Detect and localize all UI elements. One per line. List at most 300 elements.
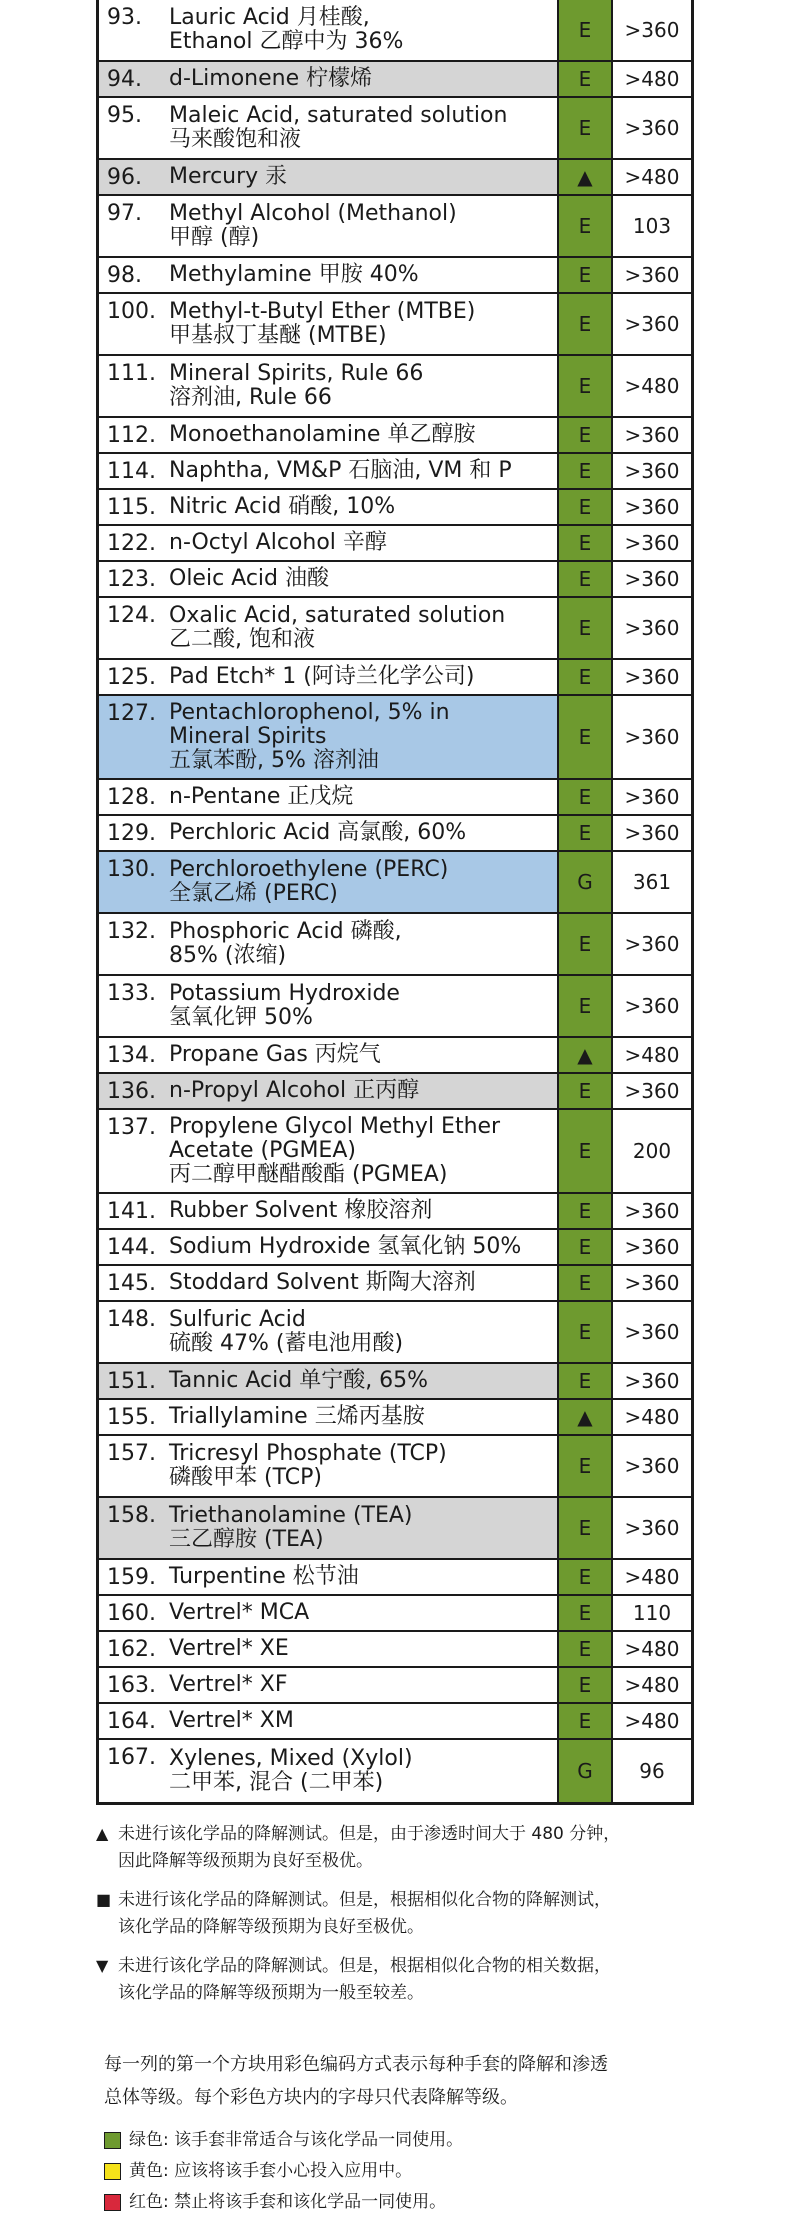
permeation-time: >480 xyxy=(624,1709,680,1733)
chemical-name-en: Monoethanolamine 单乙醇胺 xyxy=(169,422,476,447)
footnote-symbol: ▼ xyxy=(96,1956,109,1975)
chemical-name xyxy=(169,982,557,1030)
chemical-name-cell xyxy=(99,1074,559,1108)
chemical-name-en: Oleic Acid 油酸 xyxy=(169,566,329,591)
table-row xyxy=(99,1498,691,1560)
chemical-number: 158. xyxy=(107,1503,156,1528)
permeation-time: >480 xyxy=(624,1043,680,1067)
degradation-rating: E xyxy=(559,1668,613,1702)
table-row xyxy=(99,1074,691,1110)
footnote-text: 因此降解等级预期为良好至极优。 xyxy=(118,1851,373,1871)
permeation-time: 110 xyxy=(632,1601,672,1625)
chemical-number: 160. xyxy=(107,1601,156,1626)
chemical-name-cell xyxy=(99,1596,559,1630)
chemical-number: 136. xyxy=(107,1079,156,1104)
chemical-name-en: Rubber Solvent 橡胶溶剂 xyxy=(169,1198,433,1223)
chemical-name xyxy=(169,362,557,410)
permeation-time: >360 xyxy=(624,263,680,287)
chemical-name-cell xyxy=(99,1436,559,1496)
chemical-name xyxy=(169,1043,557,1067)
rating-explanation xyxy=(104,2048,694,2114)
chemical-name-zh: 硫酸 47% (蓄电池用酸) xyxy=(169,1331,404,1356)
chemical-name-en: Phosphoric Acid 磷酸, xyxy=(169,919,402,944)
chemical-name-zh: 五氯苯酚, 5% 溶剂油 xyxy=(169,748,379,773)
table-row xyxy=(99,852,691,914)
chemical-name-cell xyxy=(99,0,559,60)
degradation-rating: E xyxy=(559,696,613,778)
table-row xyxy=(99,1302,691,1364)
table-row xyxy=(99,1364,691,1400)
chemical-number: 145. xyxy=(107,1271,156,1296)
permeation-time: 103 xyxy=(632,214,672,238)
chemical-name-en: Perchloroethylene (PERC) xyxy=(169,857,449,882)
chemical-name-cell xyxy=(99,1740,559,1802)
permeation-time: >360 xyxy=(624,423,680,447)
chemical-name-zh: 85% (浓缩) xyxy=(169,943,287,968)
chemical-name-en: Methylamine 甲胺 40% xyxy=(169,262,419,287)
chemical-name xyxy=(169,920,557,968)
permeation-time: >360 xyxy=(624,312,680,336)
chemical-number: 127. xyxy=(107,701,156,726)
chemical-name-cell xyxy=(99,816,559,850)
table-row xyxy=(99,562,691,598)
chemical-name-en: Triallylamine 三烯丙基胺 xyxy=(169,1404,425,1429)
chemical-name xyxy=(169,1235,557,1259)
degradation-rating: E xyxy=(559,1364,613,1398)
legend-item xyxy=(104,2125,463,2156)
chemical-name-cell xyxy=(99,1668,559,1702)
chemical-name-en: Pentachlorophenol, 5% in Mineral Spirits xyxy=(169,700,450,749)
chemical-name xyxy=(169,531,557,555)
chemical-name xyxy=(169,202,557,250)
footnote-text: 该化学品的降解等级预期为良好至极优。 xyxy=(118,1917,424,1937)
table-row xyxy=(99,526,691,562)
chemical-name xyxy=(169,1709,557,1733)
chemical-name-en: Stoddard Solvent 斯陶大溶剂 xyxy=(169,1270,476,1295)
degradation-rating: E xyxy=(559,1110,613,1192)
chemical-number: 124. xyxy=(107,603,156,628)
permeation-time: >480 xyxy=(624,165,680,189)
degradation-rating: E xyxy=(559,816,613,850)
permeation-time: >360 xyxy=(624,1516,680,1540)
chemical-name-cell xyxy=(99,1302,559,1362)
chemical-name-cell xyxy=(99,852,559,912)
table-row xyxy=(99,660,691,696)
footnote-text: 该化学品的降解等级预期为一般至较差。 xyxy=(118,1983,424,2003)
footnote xyxy=(96,1886,696,1941)
permeation-time: >360 xyxy=(624,18,680,42)
permeation-time: 200 xyxy=(632,1139,672,1163)
permeation-time: >360 xyxy=(624,459,680,483)
chemical-number: 164. xyxy=(107,1709,156,1734)
chemical-name-cell xyxy=(99,454,559,488)
footnotes xyxy=(96,1820,696,2018)
degradation-rating: E xyxy=(559,1436,613,1496)
chemical-name xyxy=(169,165,557,189)
chemical-name-en: Naphtha, VM&P 石脑油, VM 和 P xyxy=(169,458,512,483)
degradation-rating: G xyxy=(559,1740,613,1802)
table-row xyxy=(99,1400,691,1436)
footnote-symbol: ■ xyxy=(96,1890,112,1909)
chemical-number: 115. xyxy=(107,495,156,520)
chemical-name-cell xyxy=(99,490,559,524)
footnote-text: 未进行该化学品的降解测试。但是，根据相似化合物的相关数据， xyxy=(118,1956,611,1976)
table-row xyxy=(99,418,691,454)
chemical-name-cell xyxy=(99,1266,559,1300)
chemical-name xyxy=(169,701,557,773)
table-row xyxy=(99,294,691,356)
chemical-number: 144. xyxy=(107,1235,156,1260)
legend-swatch xyxy=(104,2132,121,2149)
chemical-name-en: Lauric Acid 月桂酸, Ethanol 乙醇中为 36% xyxy=(169,5,404,54)
chemical-name-en: d-Limonene 柠檬烯 xyxy=(169,66,373,91)
chemical-name-en: Propylene Glycol Methyl Ether Acetate (PGMEA) xyxy=(169,1114,501,1163)
chemical-number: 123. xyxy=(107,567,156,592)
chemical-name xyxy=(169,1637,557,1661)
table-row xyxy=(99,160,691,196)
permeation-time: >360 xyxy=(624,616,680,640)
table-row xyxy=(99,598,691,660)
permeation-time: >480 xyxy=(624,1673,680,1697)
table-row xyxy=(99,454,691,490)
permeation-time: >480 xyxy=(624,1637,680,1661)
permeation-time: >360 xyxy=(624,567,680,591)
footnote-line xyxy=(96,1820,696,1848)
chemical-name-cell xyxy=(99,258,559,292)
chemical-name xyxy=(169,423,557,447)
table-row xyxy=(99,1230,691,1266)
degradation-rating: E xyxy=(559,294,613,354)
chemical-name xyxy=(169,821,557,845)
chemical-name-zh: 三乙醇胺 (TEA) xyxy=(169,1527,324,1552)
chemical-name-en: Vertrel* MCA xyxy=(169,1600,310,1625)
degradation-rating: E xyxy=(559,1704,613,1738)
chemical-name-en: Perchloric Acid 高氯酸, 60% xyxy=(169,820,467,845)
chemical-name-en: Propane Gas 丙烷气 xyxy=(169,1042,381,1067)
chemical-name xyxy=(169,1673,557,1697)
permeation-time: >360 xyxy=(624,725,680,749)
table-row xyxy=(99,1596,691,1632)
chemical-name-en: Maleic Acid, saturated solution xyxy=(169,103,508,128)
chemical-number: 96. xyxy=(107,165,142,190)
chemical-name xyxy=(169,1442,557,1490)
table-row xyxy=(99,62,691,98)
chemical-name-zh: 全氯乙烯 (PERC) xyxy=(169,881,338,906)
degradation-rating: E xyxy=(559,1596,613,1630)
degradation-rating: E xyxy=(559,526,613,560)
table-row xyxy=(99,696,691,780)
chemical-name xyxy=(169,1115,557,1187)
color-legend xyxy=(104,2125,463,2218)
chemical-number: 97. xyxy=(107,201,142,226)
chemical-name-cell xyxy=(99,62,559,96)
chemical-name-zh: 甲醇 (醇) xyxy=(169,225,260,250)
table-row xyxy=(99,258,691,294)
chemical-name xyxy=(169,300,557,348)
chemical-name-en: n-Propyl Alcohol 正丙醇 xyxy=(169,1078,420,1103)
chemical-name xyxy=(169,1369,557,1393)
chemical-number: 167. xyxy=(107,1745,156,1770)
chemical-name xyxy=(169,1308,557,1356)
chemical-name-zh: 甲基叔丁基醚 (MTBE) xyxy=(169,323,387,348)
chemical-name-cell xyxy=(99,914,559,974)
degradation-rating: E xyxy=(559,98,613,158)
chemical-number: 114. xyxy=(107,459,156,484)
chemical-number: 159. xyxy=(107,1565,156,1590)
degradation-rating: E xyxy=(559,1194,613,1228)
degradation-rating: E xyxy=(559,780,613,814)
chemical-name-en: Methyl-t-Butyl Ether (MTBE) xyxy=(169,299,476,324)
permeation-time: >360 xyxy=(624,994,680,1018)
chemical-name xyxy=(169,858,557,906)
chemical-name-en: Mercury 汞 xyxy=(169,164,288,189)
chemical-number: 157. xyxy=(107,1441,156,1466)
degradation-rating: E xyxy=(559,418,613,452)
table-row xyxy=(99,98,691,160)
chemical-name-en: Sulfuric Acid xyxy=(169,1307,306,1332)
chemical-name-cell xyxy=(99,696,559,778)
chemical-name-en: Triethanolamine (TEA) xyxy=(169,1503,413,1528)
degradation-rating: E xyxy=(559,1266,613,1300)
degradation-rating: E xyxy=(559,598,613,658)
degradation-rating: E xyxy=(559,1498,613,1558)
degradation-rating: E xyxy=(559,1074,613,1108)
chemical-name-cell xyxy=(99,660,559,694)
footnote-line xyxy=(96,1886,696,1914)
chemical-name-en: Vertrel* XE xyxy=(169,1636,289,1661)
chemical-name-cell xyxy=(99,356,559,416)
permeation-time: >480 xyxy=(624,1405,680,1429)
chemical-name-en: Pad Etch* 1 (阿诗兰化学公司) xyxy=(169,664,475,689)
chemical-name xyxy=(169,263,557,287)
table-row xyxy=(99,490,691,526)
chemical-name xyxy=(169,1079,557,1103)
chemical-number: 129. xyxy=(107,821,156,846)
permeation-time: >360 xyxy=(624,785,680,809)
chemical-name-en: n-Pentane 正戊烷 xyxy=(169,784,354,809)
chemical-name-cell xyxy=(99,1400,559,1434)
chemical-name xyxy=(169,1199,557,1223)
degradation-rating: E xyxy=(559,976,613,1036)
degradation-rating: E xyxy=(559,660,613,694)
chemical-name-cell xyxy=(99,294,559,354)
permeation-time: >360 xyxy=(624,1199,680,1223)
chemical-number: 134. xyxy=(107,1043,156,1068)
table-row xyxy=(99,1436,691,1498)
table-row xyxy=(99,976,691,1038)
chemical-name-en: Turpentine 松节油 xyxy=(169,1564,359,1589)
chemical-name-en: Vertrel* XM xyxy=(169,1708,294,1733)
chemical-name-cell xyxy=(99,1038,559,1072)
table-row xyxy=(99,1194,691,1230)
chemical-name xyxy=(169,785,557,809)
chemical-name-en: Mineral Spirits, Rule 66 xyxy=(169,361,424,386)
permeation-time: >360 xyxy=(624,531,680,555)
chemical-name-zh: 氢氧化钾 50% xyxy=(169,1005,313,1030)
chemical-name-cell xyxy=(99,598,559,658)
chemical-name-en: Vertrel* XF xyxy=(169,1672,288,1697)
chemical-name-cell xyxy=(99,526,559,560)
chemical-name-cell xyxy=(99,1110,559,1192)
chemical-name-zh: 乙二酸, 饱和液 xyxy=(169,627,315,652)
chemical-name-cell xyxy=(99,976,559,1036)
chemical-name-cell xyxy=(99,160,559,194)
permeation-time: >360 xyxy=(624,1079,680,1103)
chemical-name-cell xyxy=(99,1498,559,1558)
chemical-name xyxy=(169,67,557,91)
chemical-name-zh: 马来酸饱和液 xyxy=(169,127,302,152)
chemical-name-cell xyxy=(99,98,559,158)
chemical-number: 132. xyxy=(107,919,156,944)
table-row xyxy=(99,1560,691,1596)
degradation-rating: E xyxy=(559,0,613,60)
degradation-rating: G xyxy=(559,852,613,912)
chemical-name-cell xyxy=(99,1194,559,1228)
table-row xyxy=(99,1704,691,1740)
chemical-name-cell xyxy=(99,562,559,596)
chemical-name xyxy=(169,1271,557,1295)
degradation-rating: ▲ xyxy=(559,160,613,194)
table-row xyxy=(99,914,691,976)
table-row xyxy=(99,356,691,418)
chemical-name-cell xyxy=(99,1230,559,1264)
chemical-name-cell xyxy=(99,418,559,452)
chemical-name-cell xyxy=(99,1364,559,1398)
chemical-name xyxy=(169,459,557,483)
table-row xyxy=(99,196,691,258)
permeation-time: >360 xyxy=(624,821,680,845)
table-row xyxy=(99,0,691,62)
chemical-number: 95. xyxy=(107,103,142,128)
chemical-name xyxy=(169,1747,557,1795)
chemical-number: 148. xyxy=(107,1307,156,1332)
permeation-time: >360 xyxy=(624,116,680,140)
chemical-name xyxy=(169,604,557,652)
chemical-number: 162. xyxy=(107,1637,156,1662)
chemical-name-zh: 丙二醇甲醚醋酸酯 (PGMEA) xyxy=(169,1162,448,1187)
chemical-name xyxy=(169,495,557,519)
chemical-name-zh: 磷酸甲苯 (TCP) xyxy=(169,1465,322,1490)
chemical-name-en: Tannic Acid 单宁酸, 65% xyxy=(169,1368,429,1393)
chemical-number: 98. xyxy=(107,263,142,288)
table-row xyxy=(99,1038,691,1074)
legend-item xyxy=(104,2187,463,2218)
permeation-time: >480 xyxy=(624,374,680,398)
chemical-name-cell xyxy=(99,1560,559,1594)
legend-text: 绿色: 该手套非常适合与该化学品一同使用。 xyxy=(129,2130,464,2150)
legend-swatch xyxy=(104,2194,121,2211)
legend-swatch xyxy=(104,2163,121,2180)
degradation-rating: ▲ xyxy=(559,1038,613,1072)
degradation-rating: E xyxy=(559,1302,613,1362)
chemical-name xyxy=(169,1601,557,1625)
permeation-time: >360 xyxy=(624,1271,680,1295)
table-row xyxy=(99,816,691,852)
permeation-time: >480 xyxy=(624,1565,680,1589)
table-row xyxy=(99,780,691,816)
chemical-number: 122. xyxy=(107,531,156,556)
chemical-name-cell xyxy=(99,1632,559,1666)
chemical-name xyxy=(169,665,557,689)
degradation-rating: E xyxy=(559,1560,613,1594)
footnote xyxy=(96,1820,696,1875)
chemical-number: 151. xyxy=(107,1369,156,1394)
chemical-number: 100. xyxy=(107,299,156,324)
chemical-name-en: Xylenes, Mixed (Xylol) xyxy=(169,1746,413,1771)
chemical-number: 130. xyxy=(107,857,156,882)
footnote-text: 未进行该化学品的降解测试。但是，由于渗透时间大于 480 分钟， xyxy=(118,1824,621,1844)
chemical-number: 94. xyxy=(107,67,142,92)
chemical-number: 111. xyxy=(107,361,156,386)
table-row xyxy=(99,1266,691,1302)
degradation-rating: E xyxy=(559,1230,613,1264)
chemical-name xyxy=(169,1504,557,1552)
chemical-number: 93. xyxy=(107,5,142,30)
degradation-rating: E xyxy=(559,196,613,256)
permeation-time: >360 xyxy=(624,932,680,956)
chemical-number: 137. xyxy=(107,1115,156,1140)
permeation-time: 96 xyxy=(639,1759,665,1783)
chemical-name-en: Oxalic Acid, saturated solution xyxy=(169,603,506,628)
chemical-name-en: Tricresyl Phosphate (TCP) xyxy=(169,1441,447,1466)
footnote-line xyxy=(96,1952,696,1980)
chemical-name xyxy=(169,1405,557,1429)
permeation-time: >360 xyxy=(624,665,680,689)
explanation-line: 总体等级。每个彩色方块内的字母只代表降解等级。 xyxy=(104,2087,518,2108)
chemical-name-cell xyxy=(99,1704,559,1738)
degradation-rating: E xyxy=(559,258,613,292)
chemical-name-en: Potassium Hydroxide xyxy=(169,981,400,1006)
legend-item xyxy=(104,2156,463,2187)
chemical-name xyxy=(169,104,557,152)
chemical-number: 133. xyxy=(107,981,156,1006)
chemical-name-cell xyxy=(99,780,559,814)
chemical-name-en: n-Octyl Alcohol 辛醇 xyxy=(169,530,387,555)
chemical-number: 163. xyxy=(107,1673,156,1698)
permeation-time: >360 xyxy=(624,495,680,519)
legend-text: 红色: 禁止将该手套和该化学品一同使用。 xyxy=(129,2192,447,2212)
chemical-name-zh: 溶剂油, Rule 66 xyxy=(169,385,332,410)
chemical-name-zh: 二甲苯, 混合 (二甲苯) xyxy=(169,1770,384,1795)
chemical-name xyxy=(169,1565,557,1589)
degradation-rating: E xyxy=(559,1632,613,1666)
permeation-time: >360 xyxy=(624,1320,680,1344)
degradation-rating: E xyxy=(559,490,613,524)
table-row xyxy=(99,1668,691,1704)
permeation-time: >360 xyxy=(624,1235,680,1259)
chemical-name xyxy=(169,567,557,591)
degradation-rating: ▲ xyxy=(559,1400,613,1434)
chemical-name-en: Nitric Acid 硝酸, 10% xyxy=(169,494,396,519)
table-row xyxy=(99,1632,691,1668)
permeation-time: >360 xyxy=(624,1454,680,1478)
degradation-rating: E xyxy=(559,562,613,596)
chemical-number: 141. xyxy=(107,1199,156,1224)
chemical-resistance-table xyxy=(96,0,694,1805)
table-row xyxy=(99,1740,691,1802)
footnote-symbol: ▲ xyxy=(96,1824,109,1843)
footnote xyxy=(96,1952,696,2007)
degradation-rating: E xyxy=(559,356,613,416)
permeation-time: >360 xyxy=(624,1369,680,1393)
permeation-time: 361 xyxy=(632,870,672,894)
chemical-name-en: Sodium Hydroxide 氢氧化钠 50% xyxy=(169,1234,522,1259)
chemical-name-en: Methyl Alcohol (Methanol) xyxy=(169,201,457,226)
chemical-number: 112. xyxy=(107,423,156,448)
degradation-rating: E xyxy=(559,62,613,96)
chemical-number: 125. xyxy=(107,665,156,690)
explanation-line: 每一列的第一个方块用彩色编码方式表示每种手套的降解和渗透 xyxy=(104,2054,608,2075)
